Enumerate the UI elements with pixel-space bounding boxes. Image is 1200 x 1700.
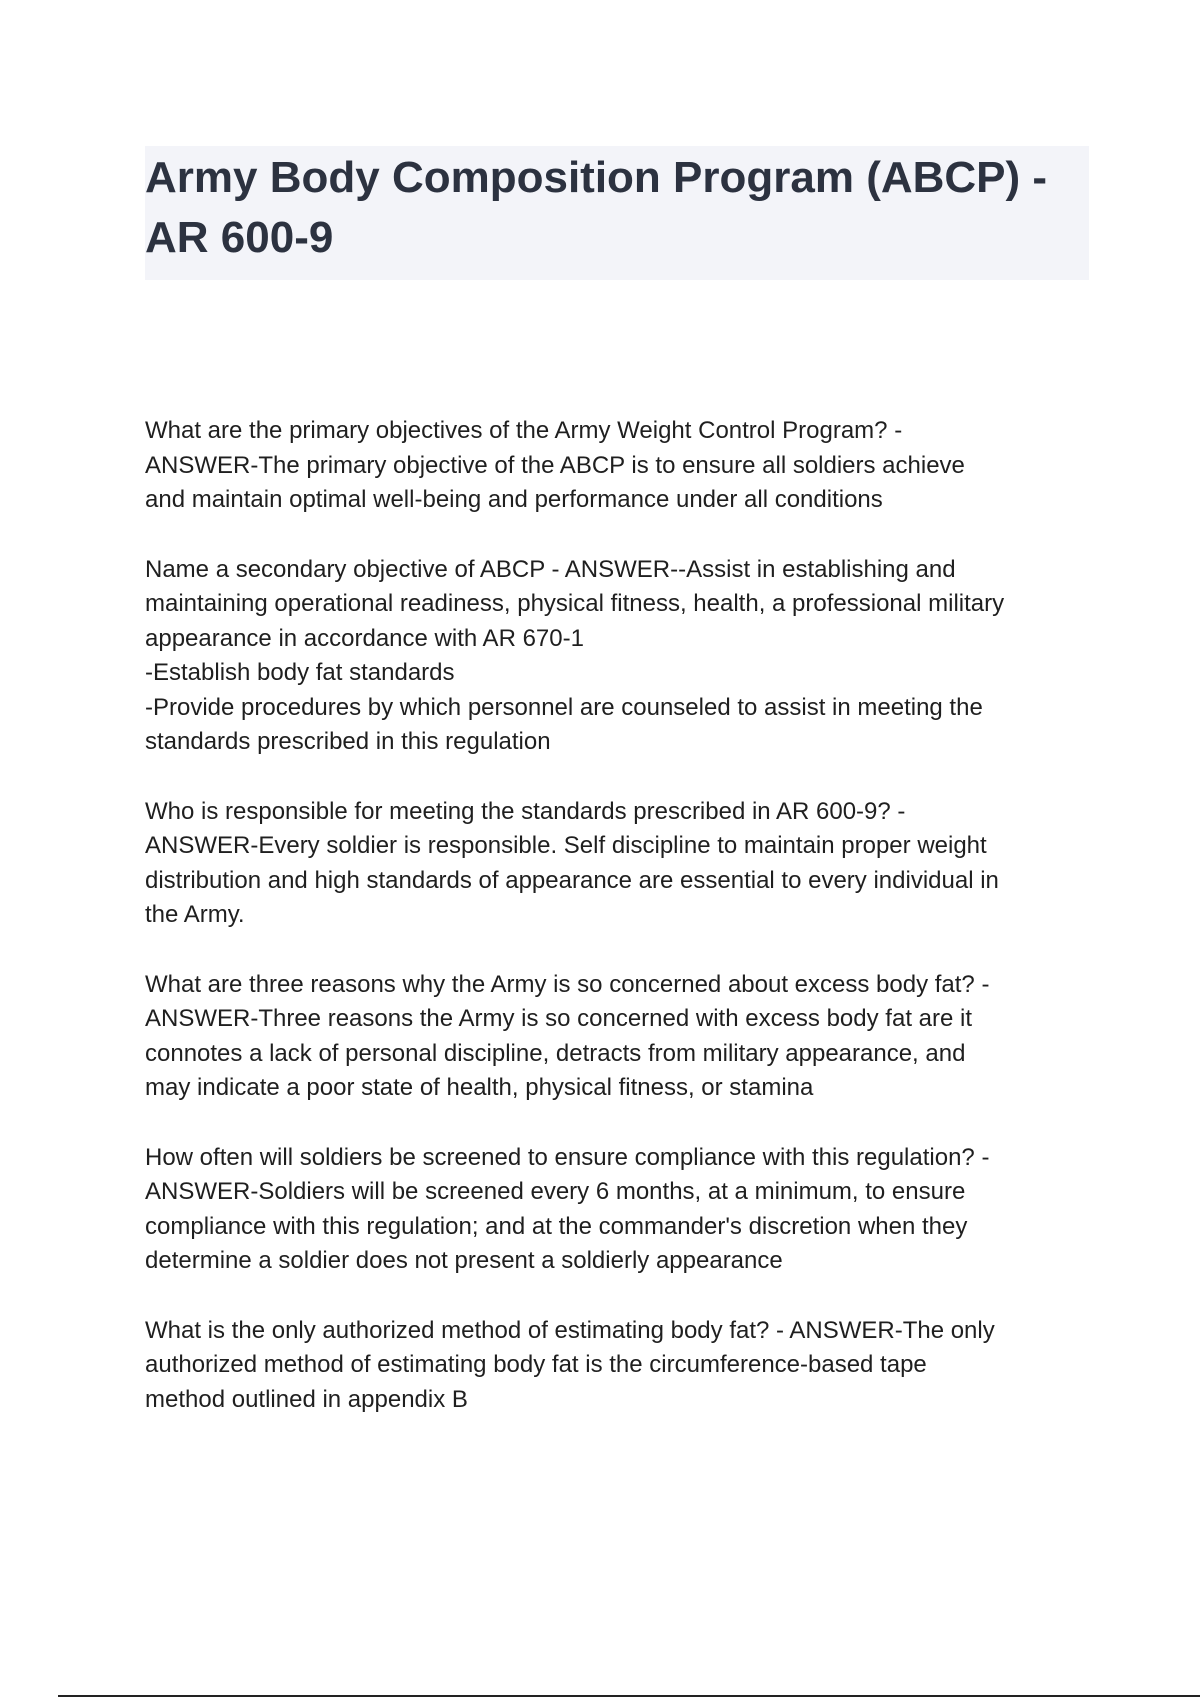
qa-entry: What is the only authorized method of estimating body fat? - ANSWER-The only authorized method of estimating body fat is the circumference-based tape method outlined in appendix B bbox=[145, 1316, 995, 1413]
qa-list bbox=[145, 414, 1100, 1452]
qa-entry: Who is responsible for meeting the standards prescribed in AR 600-9? - ANSWER-Every soldier is responsible. Self discipline to maintain proper weight distribution and high standards of appearance are essential to every individual in the Army. bbox=[145, 797, 999, 928]
qa-entry: How often will soldiers be screened to ensure compliance with this regulation? - ANSWER-Soldiers will be screened every 6 months, at a minimum, to ensure compliance with this regulation; and at the commander's discretion when they determine a soldier does not present a soldierly appearance bbox=[145, 1143, 990, 1274]
title-banner bbox=[145, 146, 1089, 280]
footer-divider bbox=[58, 1695, 1200, 1697]
qa-entry: What are three reasons why the Army is so concerned about excess body fat? - ANSWER-Three reasons the Army is so concerned with excess body fat are it connotes a lack of personal discipline, detracts from military appearance, and may indicate a poor state of health, physical fitness, or stamina bbox=[145, 970, 990, 1101]
qa-entry: Name a secondary objective of ABCP - ANSWER--Assist in establishing and maintaining operational readiness, physical fitness, health, a professional military appearance in accordance with AR 670-1 -Establish body fat standards -Provide procedures by which personnel are counseled to assist in meeting the standards prescribed in this regulation bbox=[145, 555, 1005, 755]
document-title: Army Body Composition Program (ABCP) - AR 600-9 bbox=[145, 153, 1048, 262]
qa-entry: What are the primary objectives of the Army Weight Control Program? - ANSWER-The primary objective of the ABCP is to ensure all soldiers achieve and maintain optimal well-being and performance under all conditions bbox=[145, 417, 965, 513]
